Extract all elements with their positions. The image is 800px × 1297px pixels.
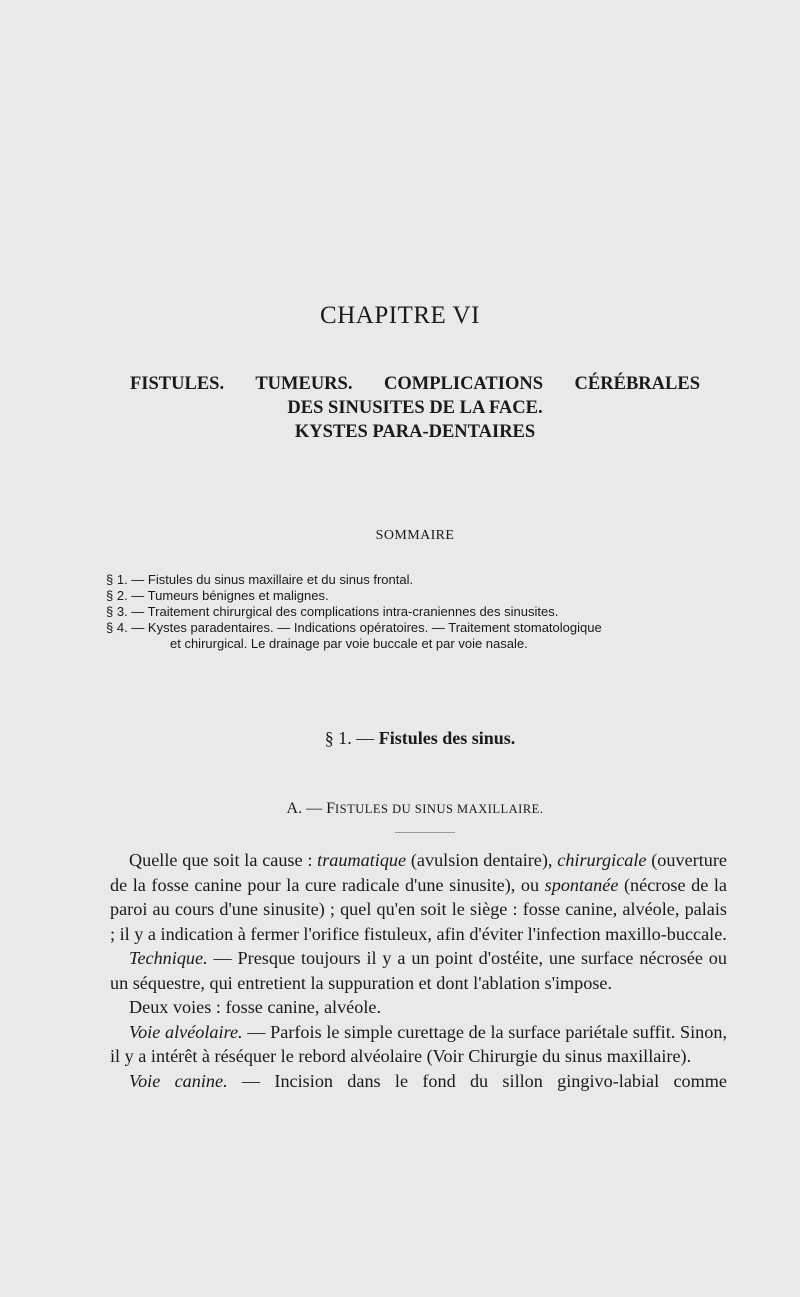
chapter-title-line-2: DES SINUSITES DE LA FACE. bbox=[287, 398, 543, 418]
italic-term: traumatique bbox=[317, 850, 407, 870]
divider-rule bbox=[395, 832, 455, 833]
paragraph-voie-canine bbox=[110, 1069, 727, 1094]
summary-item: § 1. — Fistules du sinus maxillaire et du sinus frontal. bbox=[106, 572, 414, 587]
paragraph-voie-alveolaire bbox=[110, 1020, 727, 1069]
italic-term: Voie alvéolaire. bbox=[129, 1021, 243, 1042]
italic-term: spontanée bbox=[544, 874, 619, 895]
text-run: — Incision dans le fond du sillon gingivo-labial comme bbox=[227, 1070, 727, 1091]
sommaire-heading: SOMMAIRE bbox=[375, 528, 455, 543]
text-run: — Parfois le simple curettage de la surface pariétale suffit. Sinon, il y a intérêt à réséquer le rebord alvéolaire (Voir Chirurgie du sinus maxillaire). bbox=[110, 1021, 727, 1066]
text-run: — Presque toujours il y a un point d'ostéite, une surface nécrosée ou un séquestre, qui entretient la suppuration et dont l'ablation s'impose. bbox=[110, 948, 727, 993]
chapter-title bbox=[130, 372, 700, 444]
italic-term: Voie canine. bbox=[129, 1070, 228, 1091]
summary-item: § 3. — Traitement chirurgical des complications intra-craniennes des sinusites. bbox=[106, 604, 559, 619]
section-number: § 1. — bbox=[324, 728, 375, 748]
subsection-title bbox=[0, 800, 800, 818]
summary-item: § 4. — Kystes paradentaires. — Indications opératoires. — Traitement stomatologique bbox=[106, 620, 602, 635]
subsection-title-text: ISTULES DU SINUS MAXILLAIRE. bbox=[335, 802, 544, 816]
paragraph-voies: Deux voies : fosse canine, alvéole. bbox=[129, 997, 382, 1017]
text-run: (nécrose de la paroi au cours d'une sinusite) ; quel qu'en soit le siège : fosse canine, alvéole, palais ; il y a indication à fermer l'orifice fistuleux, afin d'éviter l'infection maxillo-buccale. bbox=[110, 874, 727, 944]
text-run: Quelle que soit la cause : bbox=[129, 850, 318, 870]
paragraph-causes bbox=[110, 848, 727, 946]
summary-item-continuation: et chirurgical. Le drainage par voie buccale et par voie nasale. bbox=[170, 636, 528, 651]
summary-list bbox=[106, 572, 726, 652]
italic-term: chirurgicale bbox=[557, 850, 647, 870]
chapter-title-line-3: KYSTES PARA-DENTAIRES bbox=[294, 422, 536, 442]
italic-term: Technique. bbox=[129, 948, 208, 968]
section-title bbox=[0, 728, 800, 749]
chapter-heading: CHAPITRE VI bbox=[320, 302, 480, 329]
text-run: (avulsion dentaire), bbox=[406, 850, 558, 870]
paragraph-technique bbox=[110, 946, 727, 995]
section-title-text: Fistules des sinus. bbox=[378, 728, 516, 748]
summary-item: § 2. — Tumeurs bénignes et malignes. bbox=[106, 588, 329, 603]
chapter-title-line-1: FISTULES. TUMEURS. COMPLICATIONS CÉRÉBRALES bbox=[130, 374, 700, 394]
text-run: (ouverture de la fosse canine pour la cure radicale d'une sinusite), ou bbox=[110, 850, 727, 895]
body-text bbox=[110, 848, 727, 1093]
subsection-prefix: A. — F bbox=[286, 800, 335, 817]
